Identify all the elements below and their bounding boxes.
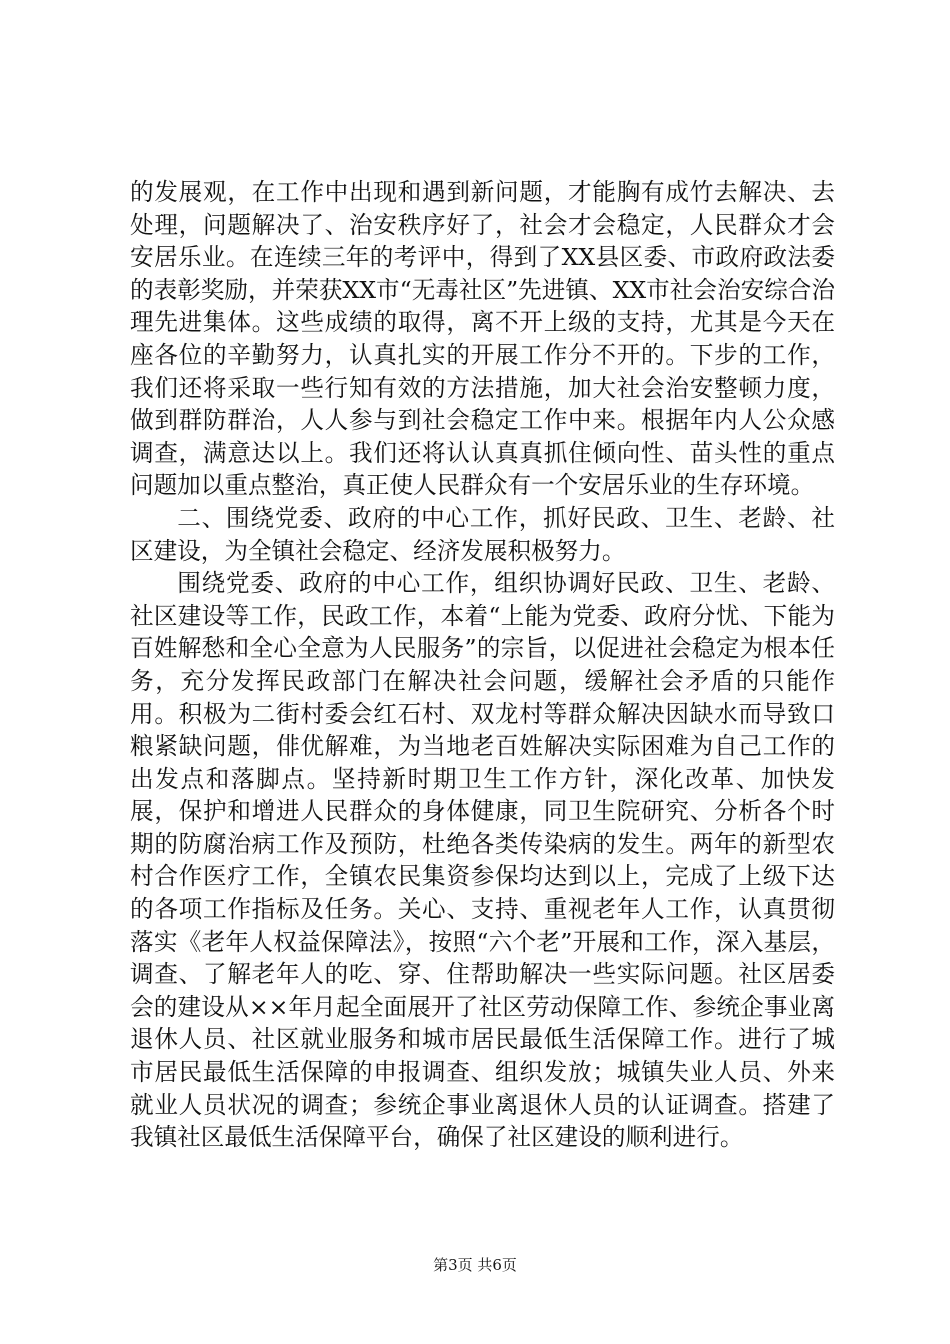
paragraph-1: 的发展观，在工作中出现和遇到新问题，才能胸有成竹去解决、去处理，问题解决了、治安秩序好了，社会才会稳定，人民群众才会安居乐业。在连续三年的考评中，得到了XX县区委、市政府政法委的表彰奖励，并荣获XX市“无毒社区”先进镇、XX市社会治安综合治理先进集体。这些成绩的取得，离不开上级的支持，尤其是今天在座各位的辛勤努力，认真扎实的开展工作分不开的。下步的工作，我们还将采取一些行知有效的方法措施，加大社会治安整顿力度，做到群防群治，人人参与到社会稳定工作中来。根据年内人公众感调查，满意达以上。我们还将认认真真抓住倾向性、苗头性的重点问题加以重点整治，真正使人民群众有一个安居乐业的生存环境。 <box>130 178 835 500</box>
document-body <box>130 176 835 1154</box>
paragraph-2-heading: 二、围绕党委、政府的中心工作，抓好民政、卫生、老龄、社区建设，为全镇社会稳定、经济发展积极努力。 <box>130 503 835 565</box>
paragraph-3: 围绕党委、政府的中心工作，组织协调好民政、卫生、老龄、社区建设等工作，民政工作，本着“上能为党委、政府分忧、下能为百姓解愁和全心全意为人民服务”的宗旨，以促进社会稳定为根本任务，充分发挥民政部门在解决社会问题，缓解社会矛盾的只能作用。积极为二街村委会红石村、双龙村等群众解决因缺水而导致口粮紧缺问题，俳优解难，为当地老百姓解决实际困难为自己工作的出发点和落脚点。坚持新时期卫生工作方针，深化改革、加快发展，保护和增进人民群众的身体健康，同卫生院研究、分析各个时期的防腐治病工作及预防，杜绝各类传染病的发生。两年的新型农村合作医疗工作，全镇农民集资参保均达到以上，完成了上级下达的各项工作指标及任务。关心、支持、重视老年人工作，认真贯彻落实《老年人权益保障法》，按照“六个老”开展和工作，深入基层，调查、了解老年人的吃、穿、住帮助解决一些实际问题。社区居委会的建设从××年月起全面展开了社区劳动保障工作、参统企事业离退休人员、社区就业服务和城市居民最低生活保障工作。进行了城市居民最低生活保障的申报调查、组织发放；城镇失业人员、外来就业人员状况的调查；参统企事业离退休人员的认证调查。搭建了我镇社区最低生活保障平台，确保了社区建设的顺利进行。 <box>130 569 835 1152</box>
page-footer: 第3页 共6页 <box>433 1256 517 1274</box>
